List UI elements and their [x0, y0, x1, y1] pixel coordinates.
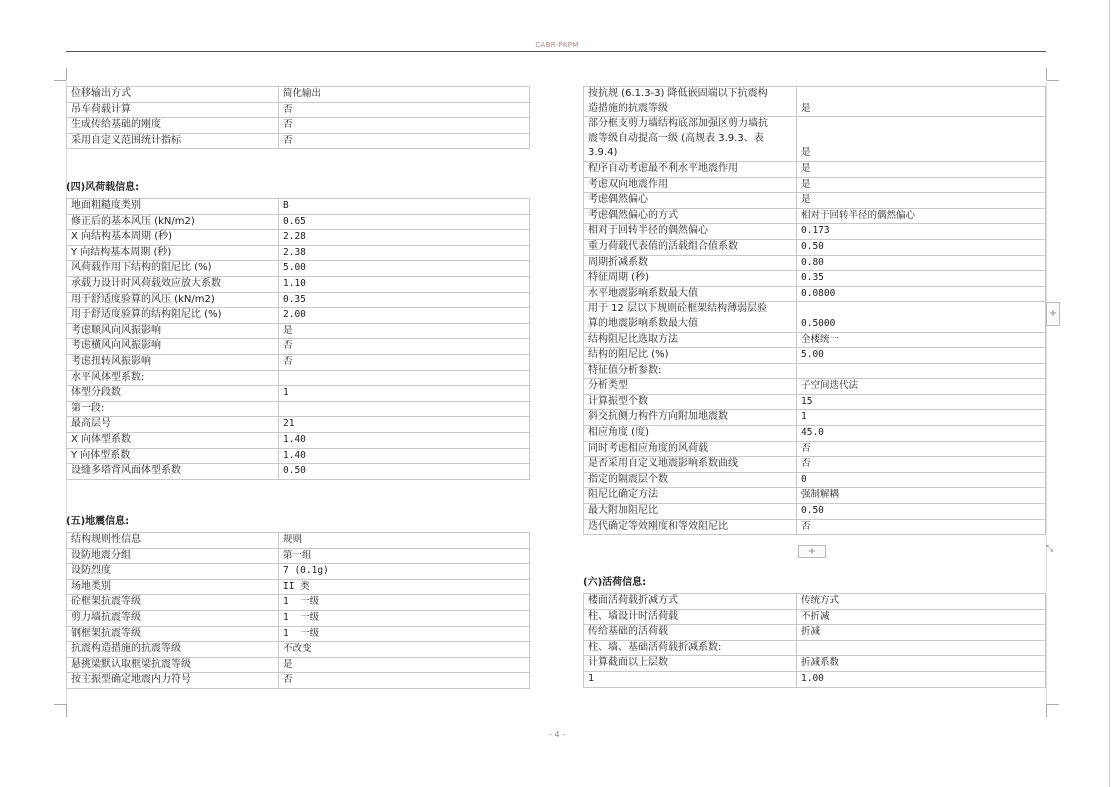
param-value: 否 [279, 133, 530, 149]
param-value: 5.00 [279, 261, 530, 277]
param-value [797, 640, 1046, 656]
param-label: 阻尼比确定方法 [584, 488, 797, 504]
table-row [584, 472, 1046, 488]
param-label: 程序自动考虑最不利水平地震作用 [584, 161, 797, 177]
param-label: 按主振型确定地震内力符号 [67, 673, 279, 689]
table-row [584, 208, 1046, 224]
crop-mark-top-right [1046, 68, 1059, 81]
table-row [67, 230, 530, 246]
param-value: 是 [279, 657, 530, 673]
param-value: 2.28 [279, 230, 530, 246]
param-value: 1 [279, 386, 530, 402]
param-value: 5.00 [797, 348, 1046, 364]
table-row [67, 533, 530, 549]
param-value: 折减系数 [797, 656, 1046, 672]
param-value: 是 [797, 193, 1046, 209]
section-title-live-load: (六)活荷信息: [583, 577, 647, 588]
param-value [797, 363, 1046, 379]
param-label: X 向体型系数 [67, 432, 279, 448]
add-column-button[interactable]: + [1046, 302, 1060, 326]
param-value: 45.0 [797, 426, 1046, 442]
param-label: 悬挑梁默认取框梁抗震等级 [67, 657, 279, 673]
param-label: 同时考虑相应角度的风荷载 [584, 441, 797, 457]
param-value: 子空间迭代法 [797, 379, 1046, 395]
table-row [584, 348, 1046, 364]
table-row [67, 245, 530, 261]
param-value: B [279, 199, 530, 215]
param-value: 规则 [279, 533, 530, 549]
param-value: 1.10 [279, 276, 530, 292]
param-label: 结构规则性信息 [67, 533, 279, 549]
table-row [584, 625, 1046, 641]
section-title-wind: (四)风荷载信息: [66, 182, 140, 193]
param-label: 斜交抗侧力构件方向附加地震数 [584, 410, 797, 426]
param-label: 钢框架抗震等级 [67, 626, 279, 642]
param-label: 考虑扭转风振影响 [67, 354, 279, 370]
param-value: 是 [279, 323, 530, 339]
table-row [67, 448, 530, 464]
param-value: 0.0800 [797, 286, 1046, 302]
table-row [584, 504, 1046, 520]
param-label: Y 向体型系数 [67, 448, 279, 464]
table-row [584, 394, 1046, 410]
table-row [67, 323, 530, 339]
table-row [67, 548, 530, 564]
table-row [67, 308, 530, 324]
param-value: 强制解耦 [797, 488, 1046, 504]
table-row [584, 224, 1046, 240]
table-row [67, 386, 530, 402]
param-label: 用于舒适度验算的风压 (kN/m2) [67, 292, 279, 308]
param-value: 否 [797, 519, 1046, 535]
param-value: 1.40 [279, 432, 530, 448]
param-label: 吊车荷载计算 [67, 102, 279, 118]
param-label: 位移输出方式 [67, 87, 279, 103]
table-row [584, 379, 1046, 395]
param-value: 折减 [797, 625, 1046, 641]
page-number: - 4 - [549, 730, 565, 739]
param-label: 部分框支剪力墙结构底部加强区剪力墙抗 震等级自动提高一级 (高规表 3.9.3、表 3.9.4) [584, 117, 797, 162]
param-value: 0.35 [797, 271, 1046, 287]
param-label: 柱、墙、基础活荷载折减系数: [584, 640, 797, 656]
param-value: 15 [797, 394, 1046, 410]
header-rule [66, 51, 1046, 52]
header-title: CABR-PKPM [535, 41, 579, 49]
param-value: 2.38 [279, 245, 530, 261]
param-value: 传统方式 [797, 594, 1046, 610]
table-row [584, 363, 1046, 379]
table-row [584, 671, 1046, 687]
param-label: 体型分段数 [67, 386, 279, 402]
param-value: 7 (0.1g) [279, 564, 530, 580]
param-label: 砼框架抗震等级 [67, 595, 279, 611]
table-row [584, 488, 1046, 504]
table-row [67, 133, 530, 149]
param-value: 1 一级 [279, 595, 530, 611]
table-live-load [583, 593, 1046, 688]
param-label: 考虑偶然偏心 [584, 193, 797, 209]
param-label: 按抗规 (6.1.3-3) 降低嵌固端以下抗震构 造措施的抗震等级 [584, 87, 797, 117]
table-row [584, 271, 1046, 287]
param-label: Y 向结构基本周期 (秒) [67, 245, 279, 261]
table-row [584, 426, 1046, 442]
table-row [67, 610, 530, 626]
table-row [67, 370, 530, 386]
param-value: 第一组 [279, 548, 530, 564]
add-row-button[interactable]: + [798, 545, 826, 558]
table-row [67, 261, 530, 277]
param-label: 是否采用自定义地震影响系数曲线 [584, 457, 797, 473]
table-row [67, 626, 530, 642]
param-value: 21 [279, 417, 530, 433]
param-label: 考虑双向地震作用 [584, 177, 797, 193]
param-value: 否 [797, 441, 1046, 457]
table-row [67, 642, 530, 658]
param-label: 分析类型 [584, 379, 797, 395]
table-seismic [66, 532, 530, 689]
param-label: 水平风体型系数: [67, 370, 279, 386]
param-label: 设缝多塔背风面体型系数 [67, 464, 279, 480]
param-value: 0.50 [797, 239, 1046, 255]
table-row [584, 177, 1046, 193]
table-row [584, 410, 1046, 426]
param-value: 1 一级 [279, 626, 530, 642]
param-value: 否 [279, 102, 530, 118]
param-value: 不折减 [797, 609, 1046, 625]
param-value: 否 [279, 354, 530, 370]
param-label: 第一段: [67, 401, 279, 417]
param-value: 1 一级 [279, 610, 530, 626]
table-row [67, 354, 530, 370]
param-label: 水平地震影响系数最大值 [584, 286, 797, 302]
param-label: 相对于回转半径的偶然偏心 [584, 224, 797, 240]
scroll-edge [1109, 0, 1110, 787]
param-value: 1.00 [797, 671, 1046, 687]
param-label: 传给基础的活荷载 [584, 625, 797, 641]
table-row [584, 302, 1046, 332]
param-label: 特征值分析参数: [584, 363, 797, 379]
param-value: 0 [797, 472, 1046, 488]
param-value: 简化输出 [279, 87, 530, 103]
table-row [584, 255, 1046, 271]
param-label: 计算振型个数 [584, 394, 797, 410]
param-value: 是 [797, 87, 1046, 117]
param-label: 考虑偶然偏心的方式 [584, 208, 797, 224]
param-label: 重力荷载代表值的活载组合值系数 [584, 239, 797, 255]
param-value: 0.65 [279, 214, 530, 230]
table-row [67, 464, 530, 480]
table-row [584, 117, 1046, 162]
param-label: 地面粗糙度类别 [67, 199, 279, 215]
param-label: 修正后的基本风压 (kN/m2) [67, 214, 279, 230]
param-label: 抗震构造措施的抗震等级 [67, 642, 279, 658]
table-resize-handle[interactable]: ⤡ [1046, 544, 1054, 554]
param-label: 设防烈度 [67, 564, 279, 580]
table-row [67, 657, 530, 673]
section-title-seismic: (五)地震信息: [66, 516, 130, 527]
param-label: 结构阻尼比选取方法 [584, 332, 797, 348]
param-label: 计算截面以上层数 [584, 656, 797, 672]
param-value [279, 401, 530, 417]
table-row [67, 339, 530, 355]
table-row [67, 432, 530, 448]
table-wind-load [66, 198, 530, 480]
param-label: 柱、墙设计时活荷载 [584, 609, 797, 625]
param-value: 1 [797, 410, 1046, 426]
param-value: 否 [279, 339, 530, 355]
param-label: 生成传给基础的刚度 [67, 118, 279, 134]
param-value: 相对于回转半径的偶然偏心 [797, 208, 1046, 224]
table-row [584, 332, 1046, 348]
margin-guide-right [1046, 80, 1047, 704]
table-row [584, 239, 1046, 255]
table-row [584, 609, 1046, 625]
table-row [67, 292, 530, 308]
crop-mark-bottom-left [54, 704, 67, 717]
table-seismic-continued [583, 86, 1046, 535]
table-row [67, 214, 530, 230]
table-row [584, 640, 1046, 656]
table-row [584, 656, 1046, 672]
param-label: 用于舒适度验算的结构阻尼比 (%) [67, 308, 279, 324]
param-label: 相应角度 (度) [584, 426, 797, 442]
param-value: 1.40 [279, 448, 530, 464]
table-row [67, 417, 530, 433]
param-label: 楼面活荷载折减方式 [584, 594, 797, 610]
table-row [584, 519, 1046, 535]
param-label: 特征周期 (秒) [584, 271, 797, 287]
table-row [67, 401, 530, 417]
table-row [67, 564, 530, 580]
param-value: 全楼统一 [797, 332, 1046, 348]
param-label: 场地类别 [67, 579, 279, 595]
param-label: 风荷载作用下结构的阻尼比 (%) [67, 261, 279, 277]
param-label: X 向结构基本周期 (秒) [67, 230, 279, 246]
param-value: 2.00 [279, 308, 530, 324]
param-label: 设防地震分组 [67, 548, 279, 564]
param-label: 结构的阻尼比 (%) [584, 348, 797, 364]
param-label: 承载力设计时风荷载效应放大系数 [67, 276, 279, 292]
table-row [67, 87, 530, 103]
param-value: 0.50 [797, 504, 1046, 520]
param-value: II 类 [279, 579, 530, 595]
table-row [584, 594, 1046, 610]
table-row [67, 673, 530, 689]
param-label: 最大附加阻尼比 [584, 504, 797, 520]
param-label: 剪力墙抗震等级 [67, 610, 279, 626]
param-value [279, 370, 530, 386]
param-value: 0.50 [279, 464, 530, 480]
param-value: 不改变 [279, 642, 530, 658]
param-value: 0.173 [797, 224, 1046, 240]
param-label: 考虑顺风向风振影响 [67, 323, 279, 339]
table-row [67, 102, 530, 118]
param-label: 考虑横风向风振影响 [67, 339, 279, 355]
table-row [67, 595, 530, 611]
param-value: 0.5000 [797, 302, 1046, 332]
param-label: 最高层号 [67, 417, 279, 433]
param-value: 否 [279, 118, 530, 134]
param-label: 采用自定义范围统计指标 [67, 133, 279, 149]
param-label: 1 [584, 671, 797, 687]
table-row [584, 161, 1046, 177]
param-label: 指定的隔震层个数 [584, 472, 797, 488]
table-row [584, 87, 1046, 117]
param-value: 是 [797, 117, 1046, 162]
table-row [67, 199, 530, 215]
param-label: 周期折减系数 [584, 255, 797, 271]
table-row [584, 286, 1046, 302]
table-row [584, 457, 1046, 473]
param-value: 否 [797, 457, 1046, 473]
table-row [67, 579, 530, 595]
crop-mark-bottom-right [1046, 704, 1059, 717]
table-output-options [66, 86, 530, 149]
table-row [67, 118, 530, 134]
param-label: 用于 12 层以下规则砼框架结构薄弱层验 算的地震影响系数最大值 [584, 302, 797, 332]
param-value: 是 [797, 161, 1046, 177]
param-label: 迭代确定等效刚度和等效阻尼比 [584, 519, 797, 535]
param-value: 否 [279, 673, 530, 689]
table-row [584, 441, 1046, 457]
param-value: 是 [797, 177, 1046, 193]
table-row [584, 193, 1046, 209]
param-value: 0.35 [279, 292, 530, 308]
table-row [67, 276, 530, 292]
param-value: 0.80 [797, 255, 1046, 271]
